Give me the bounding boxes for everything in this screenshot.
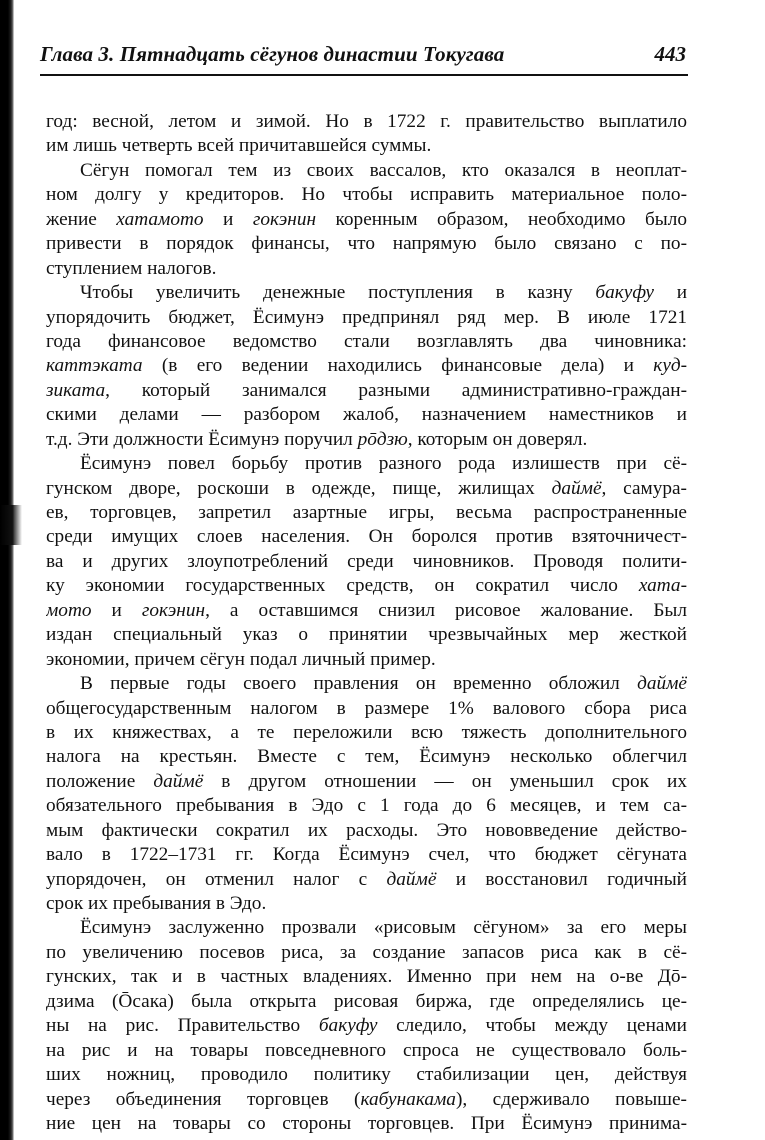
scan-dark-edge	[0, 0, 14, 1140]
text-line: привести в порядок финансы, что напрямую было связано с по-	[46, 233, 687, 255]
body-text	[46, 110, 687, 1136]
text-line: ние цен на товары со стороны торговцев. При Ёсимунэ принима-	[46, 1112, 687, 1134]
page-number: 443	[654, 42, 686, 66]
text-line: на рис и на товары повседневного спроса не существовало боль-	[46, 1039, 687, 1061]
text-line: год: весной, летом и зимой. Но в 1722 г. правительство выплатило	[46, 111, 687, 132]
text-line: упорядочен, он отменил налог с даймё и восстановил годичный	[46, 868, 687, 890]
text-line: гунских, так и в частных владениях. Именно при нем на о-ве Дō-	[46, 966, 687, 988]
text-line: срок их пребывания в Эдо.	[46, 893, 267, 914]
paragraph-first-line: Ёсимунэ повел борьбу против разного рода излишеств при сё-	[80, 453, 687, 475]
text-line: ном долгу у кредиторов. Но чтобы исправить материальное поло-	[46, 184, 687, 206]
text-line: общегосударственным налогом в размере 1% валового сбора риса	[46, 697, 687, 719]
text-line: налога на крестьян. Вместе с тем, Ёсимунэ несколько облегчил	[46, 746, 687, 768]
text-line: мото и гокэнин, а оставшимся снизил рисовое жалование. Был	[46, 599, 687, 621]
text-line: года финансовое ведомство стали возглавлять два чиновника:	[46, 330, 687, 352]
text-line: им лишь четверть всей причитавшейся суммы.	[46, 135, 432, 157]
text-line: дзима (Ōсака) была открыта рисовая биржа, где определялись це-	[46, 990, 687, 1012]
text-line: по увеличению посевов риса, за создание запасов риса как в сё-	[46, 941, 687, 963]
text-line: скими делами — разбором жалоб, назначением наместников и	[46, 404, 687, 426]
scan-edge-shadow	[0, 505, 22, 545]
text-line: в их княжествах, а те переложили всю тяжесть дополнительного	[46, 721, 687, 743]
text-line: ев, торговцев, запретил азартные игры, весьма распространенные	[46, 502, 687, 523]
text-line: экономии, причем сёгун подал личный пример.	[46, 648, 436, 670]
text-line: через объединения торговцев (кабунакама), сдерживало повыше-	[46, 1088, 687, 1110]
text-line: ва и других злоупотреблений среди чиновников. Проводя полити-	[46, 550, 687, 572]
text-line: ку экономии государственных средств, он сократил число хата-	[46, 575, 687, 597]
text-line: зиката, который занимался разными административно-граждан-	[46, 379, 687, 401]
text-line: вало в 1722–1731 гг. Когда Ёсимунэ счел, что бюджет сёгуната	[46, 844, 687, 866]
text-line: гунском дворе, роскоши в одежде, пище, жилищах даймё, самура-	[46, 477, 687, 499]
text-line: обязательного пребывания в Эдо с 1 года до 6 месяцев, и тем са-	[46, 795, 687, 817]
paragraph-first-line: Сёгун помогал тем из своих вассалов, кто оказался в неоплат-	[80, 159, 687, 181]
text-line: жение хатамото и гокэнин коренным образом, необходимо было	[46, 208, 687, 230]
running-title: Глава 3. Пятнадцать сёгунов династии Токугава	[40, 42, 505, 66]
text-line: т.д. Эти должности Ёсимунэ поручил рōдзю, которым он доверял.	[46, 428, 588, 450]
text-line: мым фактически сократил их расходы. Это нововведение действо-	[46, 819, 687, 841]
text-line: ших ножниц, проводило политику стабилизации цен, действуя	[46, 1064, 687, 1086]
text-line: ступлением налогов.	[46, 257, 217, 279]
text-line: упорядочить бюджет, Ёсимунэ предпринял ряд мер. В июле 1721	[46, 306, 687, 328]
text-line: среди имущих слоев населения. Он боролся против взяточничест-	[46, 526, 687, 548]
text-line: ны на рис. Правительство бакуфу следило, чтобы между ценами	[46, 1015, 687, 1037]
text-line: издан специальный указ о принятии чрезвычайных мер жесткой	[46, 624, 687, 646]
text-line: положение даймё в другом отношении — он уменьшил срок их	[46, 770, 687, 792]
page-header	[40, 40, 688, 76]
paragraph-first-line: Ёсимунэ заслуженно прозвали «рисовым сёгуном» за его меры	[80, 917, 687, 939]
paragraph-first-line: Чтобы увеличить денежные поступления в казну бакуфу и	[80, 282, 687, 304]
paragraph-first-line: В первые годы своего правления он временно обложил даймё	[80, 673, 687, 695]
text-line: каттэката (в его ведении находились финансовые дела) и куд-	[46, 355, 687, 377]
